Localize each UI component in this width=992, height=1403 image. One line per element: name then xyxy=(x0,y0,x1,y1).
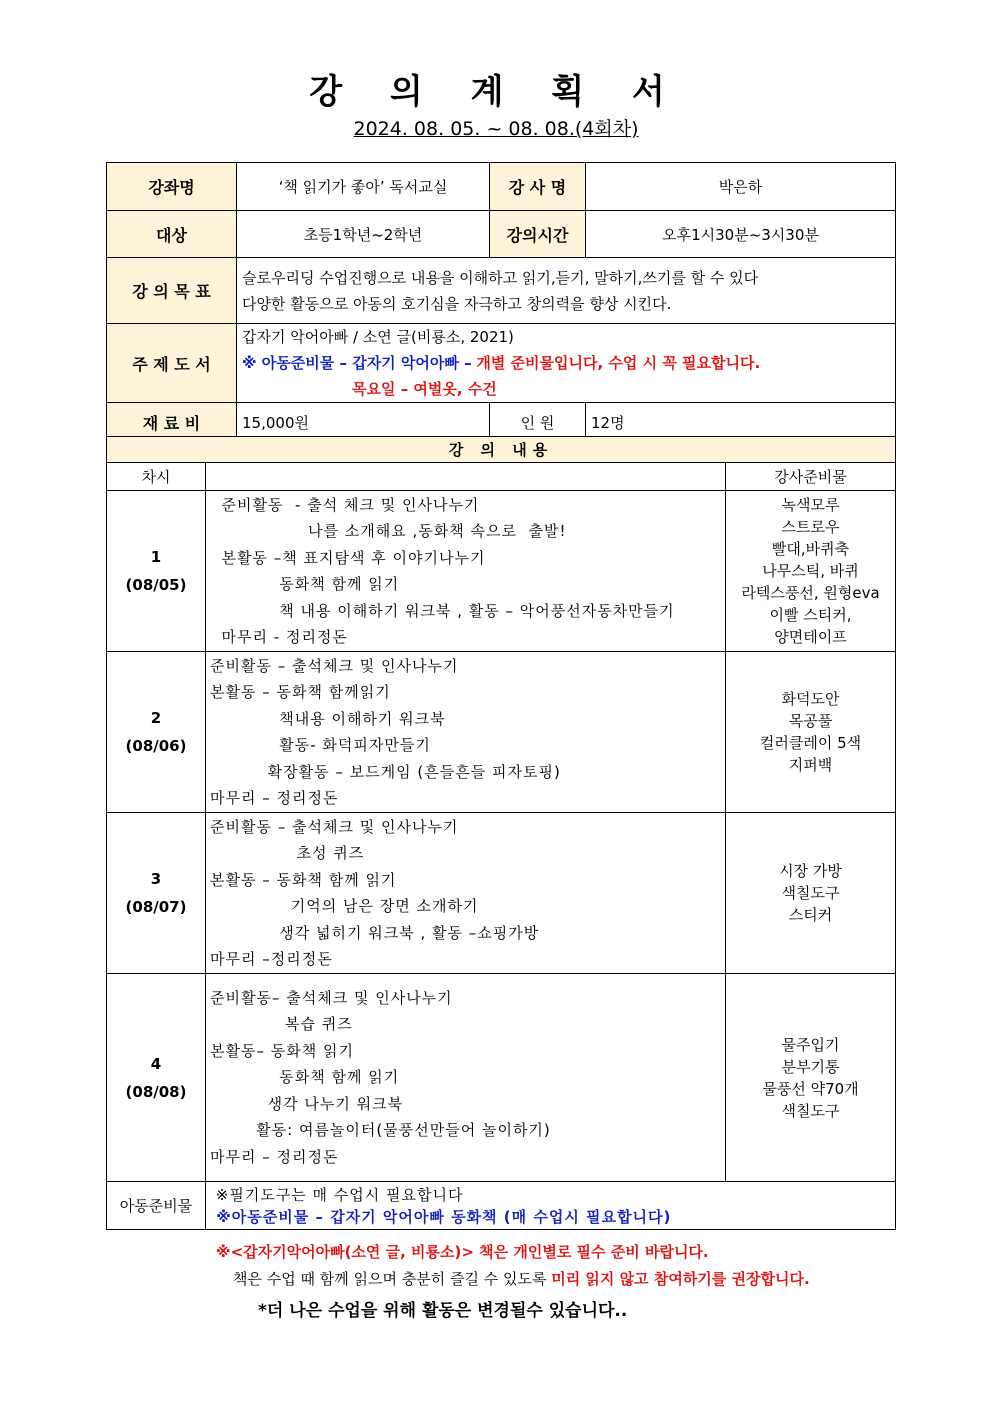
child-materials-text: ※필기도구는 매 수업시 필요합니다 ※아동준비물 – 갑자기 악어아빠 동화책 (매 수업시 필요합니다) xyxy=(206,1182,896,1230)
instructor-name: 박은하 xyxy=(586,163,896,211)
session-activities: 준비활동 – 출석체크 및 인사나누기 본활동 – 동화책 함께읽기 책내용 이해하기 워크북 활동- 화덕피자만들기 확장활동 – 보드게임 (흔들흔들 피자토핑) 마무리 – 정리정돈 xyxy=(206,652,726,813)
session-materials: 시장 가방 색칠도구 스티커 xyxy=(726,813,896,974)
session-number: 2 (08/06) xyxy=(107,652,206,813)
target-value: 초등1학년~2학년 xyxy=(237,211,490,258)
content-header: 강 의 내용 xyxy=(107,437,896,463)
session-row xyxy=(107,974,896,1182)
col-session-header: 차시 xyxy=(107,463,206,491)
note-book-required: ※<갑자기악어아빠(소연 글, 비룡소)> 책은 개인별로 필수 준비 바랍니다. xyxy=(216,1243,709,1261)
session-activities: 준비활동 – 출석체크 및 인사나누기 초성 퀴즈 본활동 – 동화책 함께 읽기 기억의 남은 장면 소개하기 생각 넓히기 워크북 , 활동 –쇼핑가방 마무리 –정리정돈 xyxy=(206,813,726,974)
document-title: 강 의 계 획 서 xyxy=(309,72,683,112)
note-reading: 책은 수업 때 함께 읽으며 충분히 즐길 수 있도록 미리 읽지 않고 참여하기를 권장합니다. xyxy=(233,1270,810,1288)
session-number: 1 (08/05) xyxy=(107,491,206,652)
session-row xyxy=(107,491,896,652)
goal-label: 강 의 목 표 xyxy=(107,258,237,324)
course-name-label: 강좌명 xyxy=(107,163,237,211)
col-activity-header xyxy=(206,463,726,491)
session-row xyxy=(107,652,896,813)
child-materials-label: 아동준비물 xyxy=(107,1182,206,1230)
session-materials: 물주입기 분부기통 물풍선 약70개 색칠도구 xyxy=(726,974,896,1182)
session-materials: 화덕도안 목공풀 컬러클레이 5색 지퍼백 xyxy=(726,652,896,813)
course-content-table xyxy=(106,436,896,1230)
session-number: 4 (08/08) xyxy=(107,974,206,1182)
fee-value: 15,000원 xyxy=(237,403,490,442)
time-label: 강의시간 xyxy=(490,211,586,258)
note-change: *더 나은 수업을 위해 활동은 변경될수 있습니다.. xyxy=(258,1301,628,1321)
capacity-label: 인 원 xyxy=(490,403,586,442)
fee-label: 재 료 비 xyxy=(107,403,237,442)
book-notice-thursday: 목요일 – 여벌옷, 수건 xyxy=(352,380,497,398)
target-label: 대상 xyxy=(107,211,237,258)
instructor-label: 강 사 명 xyxy=(490,163,586,211)
goal-text: 슬로우리딩 수업진행으로 내용을 이해하고 읽기,듣기, 말하기,쓰기를 할 수 있다 다양한 활동으로 아동의 호기심을 자극하고 창의력을 향상 시킨다. xyxy=(237,258,896,324)
session-materials: 녹색모루 스트로우 빨대,바퀴축 나무스틱, 바퀴 라텍스풍선, 원형eva 이빨 스티커, 양면테이프 xyxy=(726,491,896,652)
session-activities: 준비활동– 출석체크 및 인사나누기 복습 퀴즈 본활동– 동화책 읽기 동화책 함께 읽기 생각 나누기 워크북 활동: 여름놀이터(물풍선만들어 놀이하기) 마무리 – 정리정돈 xyxy=(206,974,726,1182)
course-name: ‘책 읽기가 좋아’ 독서교실 xyxy=(237,163,490,211)
book-notice-red: 개별 준비물입니다, 수업 시 꼭 필요합니다. xyxy=(476,354,761,372)
book-label: 주 제 도 서 xyxy=(107,324,237,403)
course-period: 2024. 08. 05. ~ 08. 08.(4회차) xyxy=(353,118,639,140)
book-info: 갑자기 악어아빠 / 소연 글(비룡소, 2021) ※ 아동준비물 – 갑자기 악어아빠 – 개별 준비물입니다, 수업 시 꼭 필요합니다. 목요일 – 여벌옷, 수건 xyxy=(237,324,896,403)
capacity-value: 12명 xyxy=(586,403,896,442)
col-materials-header: 강사준비물 xyxy=(726,463,896,491)
session-activities: 준비활동 - 출석 체크 및 인사나누기 나를 소개해요 ,동화책 속으로 출발! 본활동 –책 표지탐색 후 이야기나누기 동화책 함께 읽기 책 내용 이해하기 워크북 , 활동 – 악어풍선자동차만들기 마무리 - 정리정돈 xyxy=(206,491,726,652)
book-notice-blue: ※ 아동준비물 – 갑자기 악어아빠 – xyxy=(242,354,472,372)
course-info-table xyxy=(106,162,896,442)
time-value: 오후1시30분~3시30분 xyxy=(586,211,896,258)
session-row xyxy=(107,813,896,974)
session-number: 3 (08/07) xyxy=(107,813,206,974)
